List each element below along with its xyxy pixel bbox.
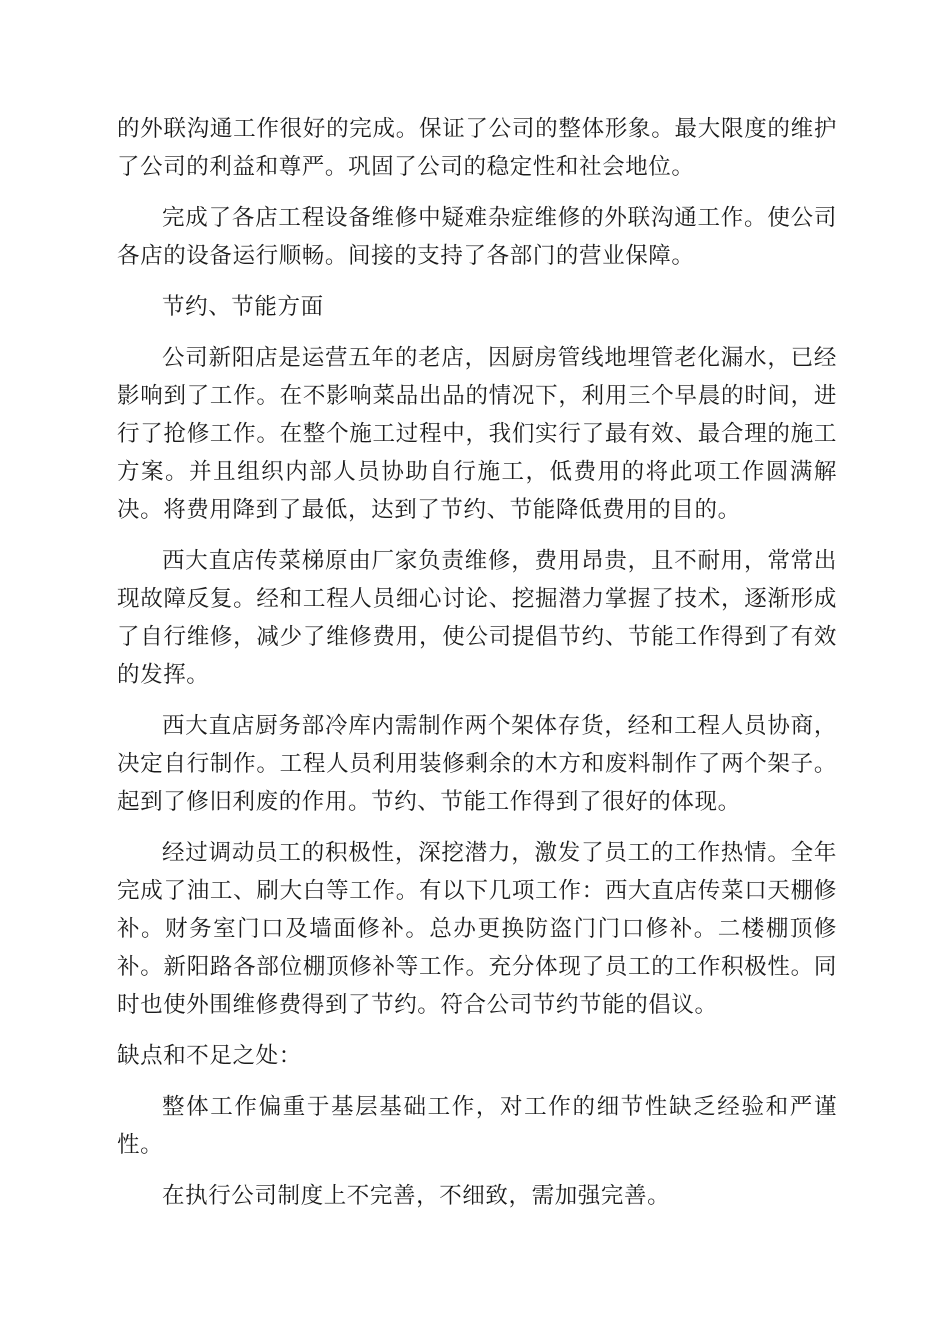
paragraph-staff-motivation: 经过调动员工的积极性，深挖潜力，激发了员工的工作热情。全年完成了油工、刷大白等工作。有以下几项工作：西大直店传菜口天棚修补。财务室门口及墙面修补。总办更换防盗门门口修补。二楼棚顶修补。新阳路各部位棚顶修补等工作。充分体现了员工的工作积极性。同时也使外围维修费得到了节约。符合公司节约节能的倡议。 [117,840,837,1018]
paragraph-elevator-repair: 西大直店传菜梯原由厂家负责维修，费用昂贵，且不耐用，常常出现故障反复。经和工程人员细心讨论、挖掘潜力掌握了技术，逐渐形成了自行维修，减少了维修费用，使公司提倡节约、节能工作得到了有效的发挥。 [117,548,837,688]
paragraph-external-communication: 完成了各店工程设备维修中疑难杂症维修的外联沟通工作。使公司各店的设备运行顺畅。间接的支持了各部门的营业保障。 [117,205,837,269]
paragraph-shortcoming-detail: 整体工作偏重于基层基础工作，对工作的细节性缺乏经验和严谨性。 [117,1094,837,1158]
paragraph-continuation: 的外联沟通工作很好的完成。保证了公司的整体形象。最大限度的维护了公司的利益和尊严。巩固了公司的稳定性和社会地位。 [117,116,837,180]
paragraph-cold-storage-racks: 西大直店厨务部冷库内需制作两个架体存货，经和工程人员协商，决定自行制作。工程人员利用装修剩余的木方和废料制作了两个架子。起到了修旧利废的作用。节约、节能工作得到了很好的体现。 [117,713,837,815]
document-body [117,110,837,1215]
section-heading-saving: 节约、节能方面 [162,294,324,320]
paragraph-shortcoming-policy: 在执行公司制度上不完善，不细致，需加强完善。 [162,1183,671,1209]
section-heading-shortcomings: 缺点和不足之处： [117,1043,302,1069]
paragraph-xinyang-store: 公司新阳店是运营五年的老店，因厨房管线地埋管老化漏水，已经影响到了工作。在不影响菜品出品的情况下，利用三个早晨的时间，进行了抢修工作。在整个施工过程中，我们实行了最有效、最合理的施工方案。并且组织内部人员协助自行施工，低费用的将此项工作圆满解决。将费用降到了最低，达到了节约、节能降低费用的目的。 [117,345,837,523]
